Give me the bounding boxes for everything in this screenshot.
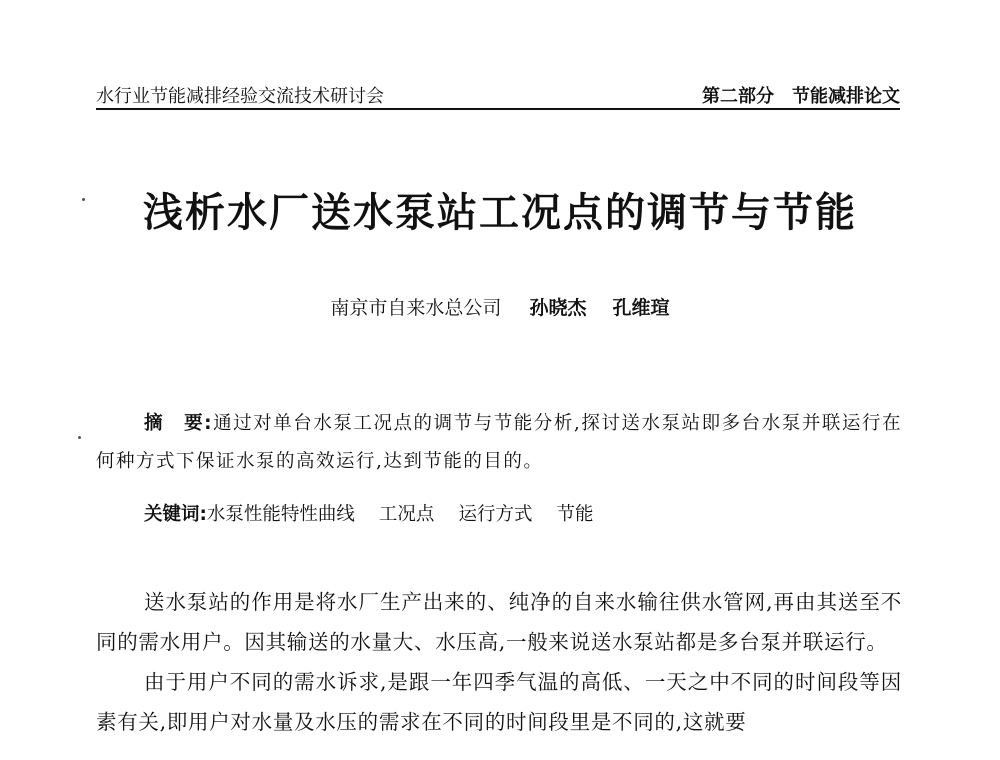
scan-speck — [78, 436, 81, 439]
abstract — [96, 405, 902, 481]
conference-name: 水行业节能减排经验交流技术研讨会 — [96, 86, 384, 107]
author-name: 孙晓杰 — [529, 297, 587, 319]
paper-title: 浅析水厂送水泵站工况点的调节与节能 — [143, 189, 857, 236]
keyword: 节能 — [556, 504, 594, 525]
body-text — [96, 582, 902, 742]
body-paragraph: 送水泵站的作用是将水厂生产出来的、纯净的自来水输往供水管网,再由其送至不同的需水用户。因其输送的水量大、水压高,一般来说送水泵站都是多台泵并联运行。 — [96, 590, 902, 654]
abstract-label: 摘 要: — [144, 413, 214, 434]
author-affiliation: 南京市自来水总公司 — [330, 297, 502, 319]
keyword: 运行方式 — [458, 504, 533, 525]
keywords-label: 关键词: — [144, 504, 207, 525]
keywords — [96, 500, 902, 530]
section-name: 第二部分 节能减排论文 — [702, 86, 900, 107]
body-paragraph: 由于用户不同的需水诉求,是跟一年四季气温的高低、一天之中不同的时间段等因素有关,即用户对水量及水压的需求在不同的时间段里是不同的,这就要 — [96, 670, 902, 734]
byline — [0, 295, 1000, 321]
abstract-text: 通过对单台水泵工况点的调节与节能分析,探讨送水泵站即多台水泵并联运行在何种方式下保证水泵的高效运行,达到节能的目的。 — [96, 413, 902, 472]
keyword: 工况点 — [378, 504, 435, 525]
keyword: 水泵性能特性曲线 — [206, 504, 355, 525]
scan-speck — [82, 198, 85, 201]
running-header — [96, 82, 900, 110]
author-name: 孔维瑄 — [612, 297, 670, 319]
